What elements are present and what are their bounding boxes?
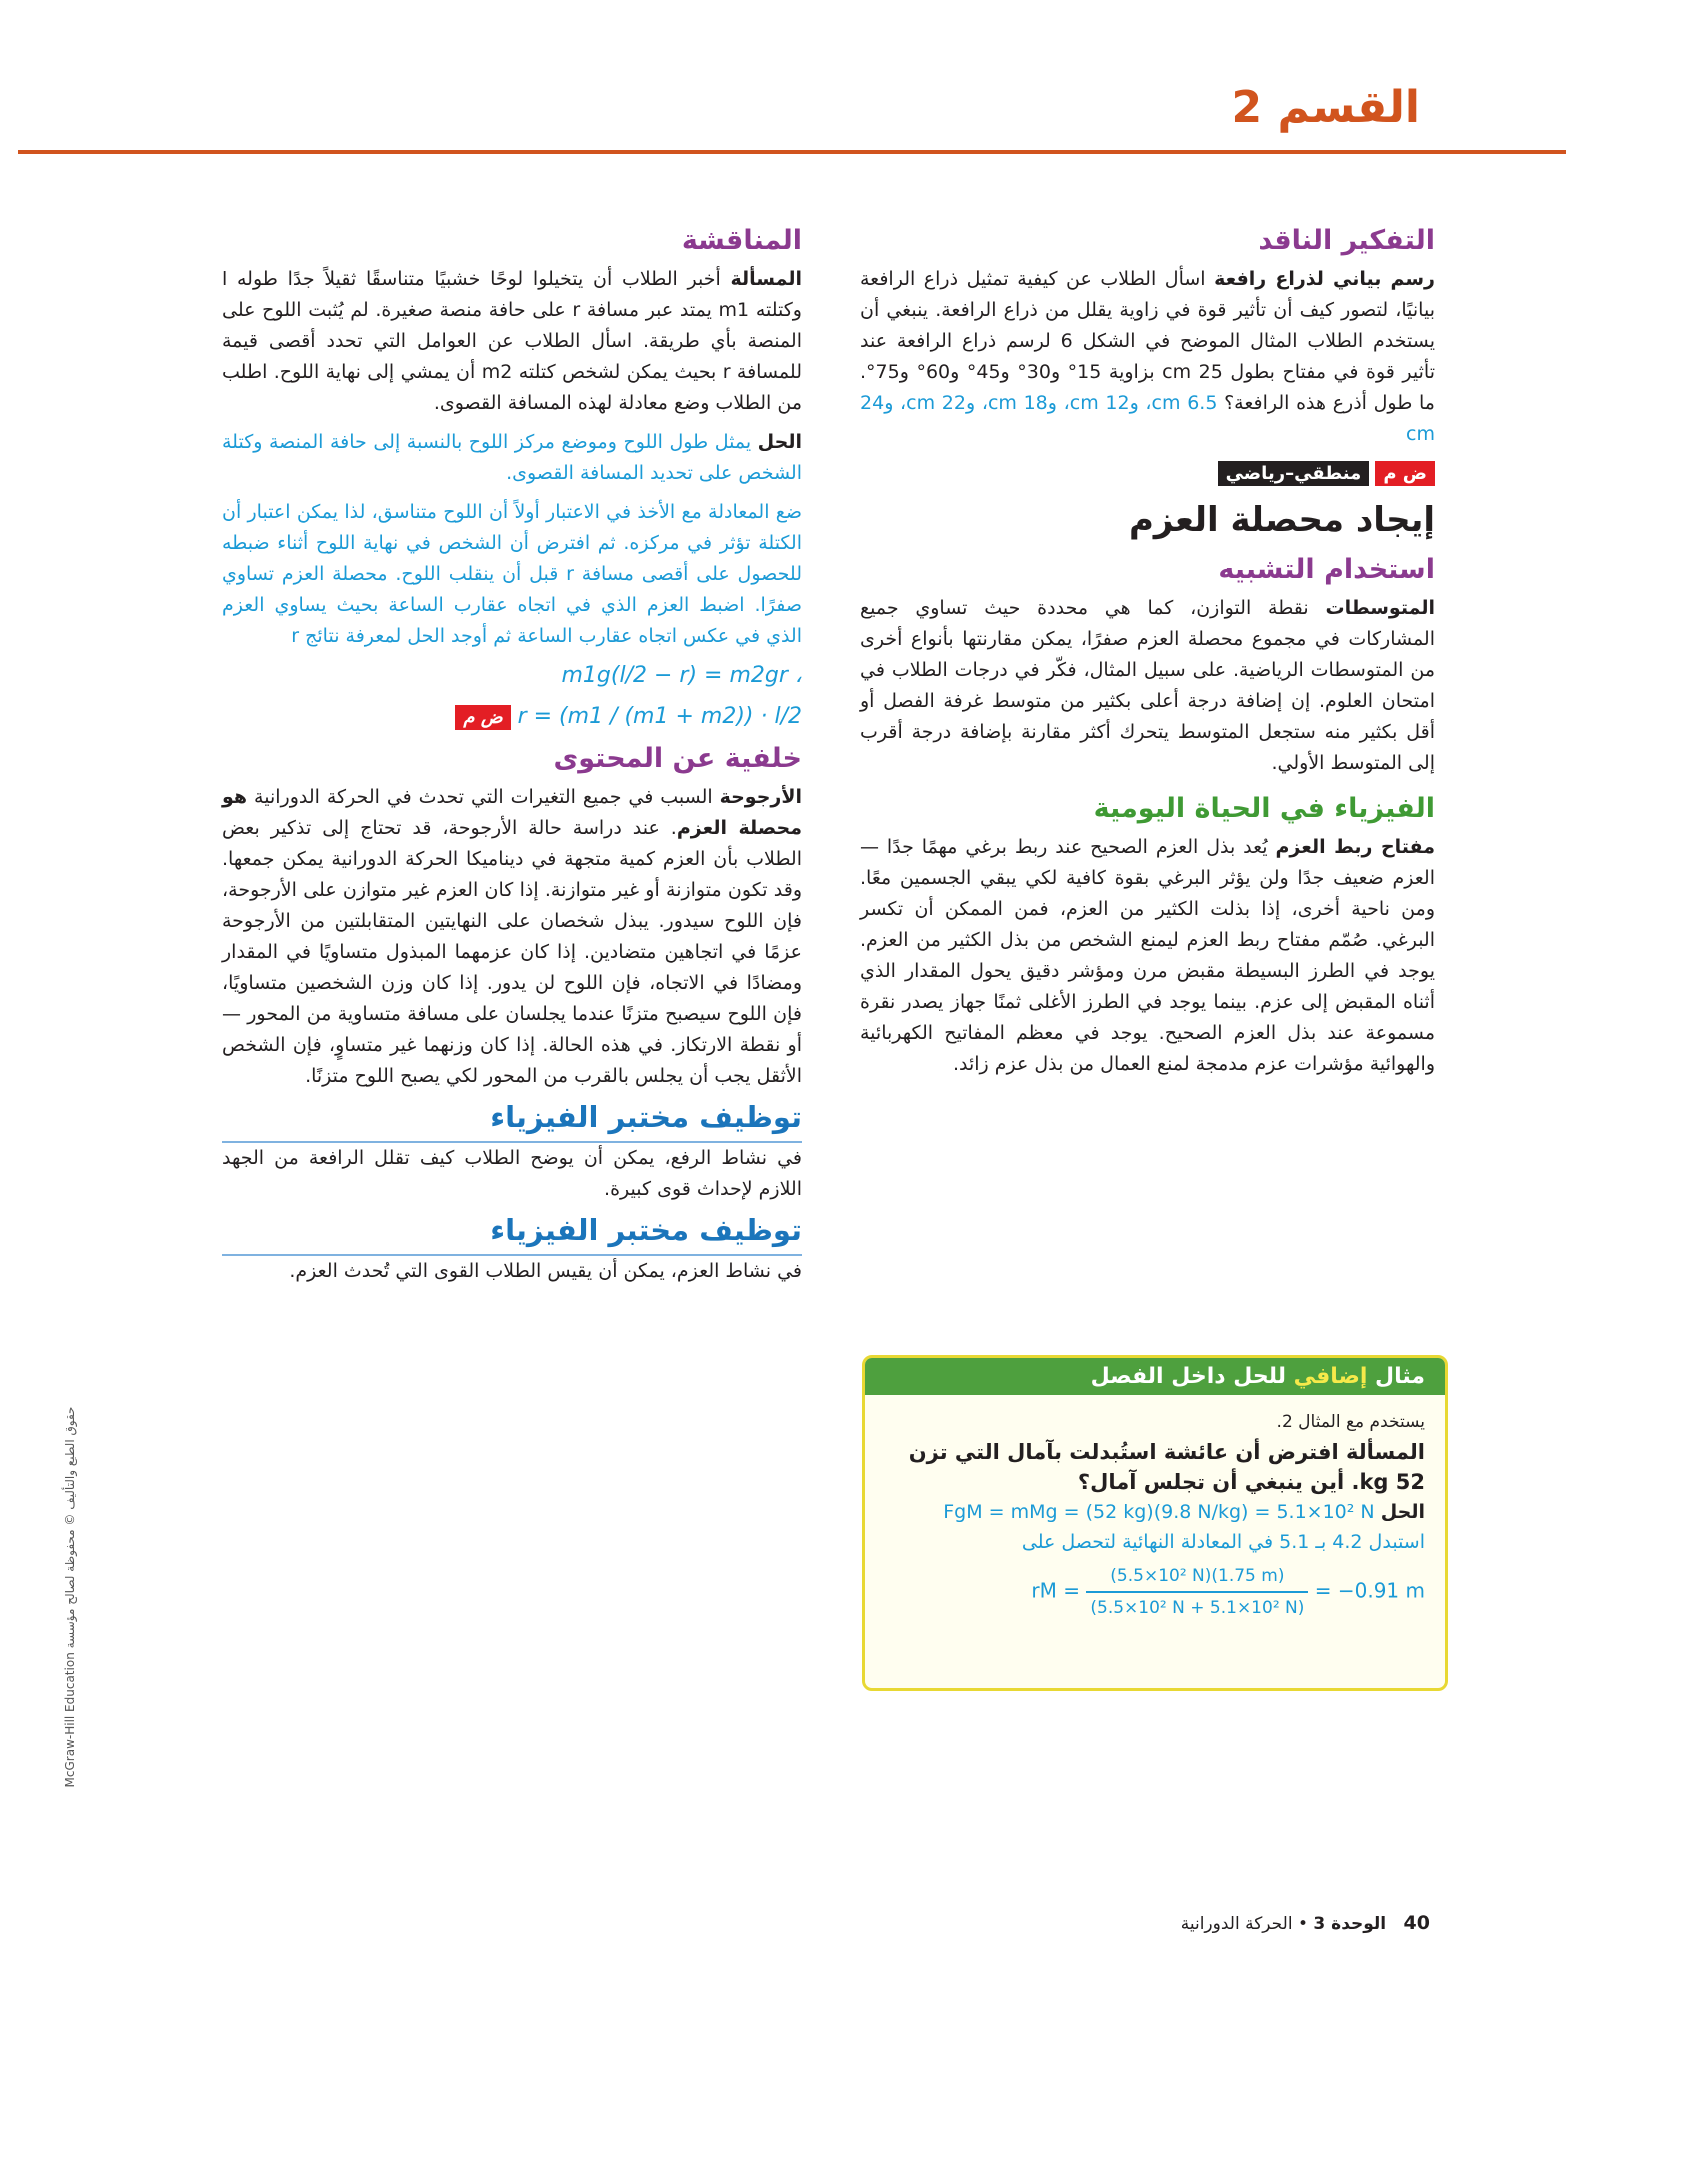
example-solution-eq: FgM = mMg = (52 kg)(9.8 N/kg) = 5.1×10² N (943, 1501, 1375, 1523)
final-lhs: rM = (1031, 1578, 1081, 1603)
tag-red: ض م (1375, 461, 1435, 486)
tag-logical-math: منطقي–رياضي (1218, 461, 1370, 486)
content-background-bold2: هو محصلة العزم (222, 786, 802, 839)
content-background-mid: السبب في جميع التغيرات التي تحدث في الحركة الدورانية (254, 786, 713, 808)
discussion-problem-text: أخبر الطلاب أن يتخيلوا لوحًا خشبيًا متناسقًا ثقيلاً جدًا طوله l وكتلته m1 يمتد عبر مسافة r على حافة منصة صغيرة. لم يُثبت اللوح على المنصة بأي طريقة. اسأل الطلاب عن العوامل التي تحدد أقصى قيمة للمسافة r بحيث يمكن لشخص كتلته m2 أن يمشي إلى نهاية اللوح. اطلب من الطلاب وضع معادلة لهذه المسافة القصوى. (222, 268, 802, 414)
analogy-paragraph (860, 593, 1435, 779)
discussion-problem (222, 264, 802, 419)
footer-chapter: الحركة الدورانية (1180, 1914, 1293, 1934)
critical-thinking-heading: التفكير الناقد (1258, 225, 1435, 256)
discussion-solution-lead: الحل (757, 431, 802, 453)
example-solution-text: استبدل 4.2 بـ 5.1 في المعادلة النهائية لتحصل على (1021, 1531, 1425, 1553)
critical-thinking-lead: رسم بياني لذراع رافعة (1214, 268, 1435, 290)
section-title: القسم 2 (1231, 82, 1420, 133)
physics-lab-heading-1: توظيف مختبر الفيزياء (222, 1102, 802, 1143)
discussion-solution-text2: ضع المعادلة مع الأخذ في الاعتبار أولاً أن اللوح متناسق، لذا يمكن اعتبار أن الكتلة تؤثر في مركزه. ثم افترض أن الشخص في نهاية اللوح أثناء ضبطه للحصول على أقصى مسافة r قبل أن ينقلب اللوح. محصلة العزم تساوي صفرًا. اضبط العزم الذي في اتجاه عقارب الساعة بحيث يساوي العزم الذي في عكس اتجاه عقارب الساعة ثم أوجد الحل لمعرفة نتائج r (222, 501, 802, 647)
footer-separator: • (1297, 1914, 1308, 1934)
equation-2-text: r = (m1 / (m1 + m2)) · l/2 (517, 704, 802, 729)
final-rhs: = −0.91 m (1314, 1578, 1425, 1603)
final-numerator: (5.5×10² N)(1.75 m) (1086, 1561, 1308, 1593)
equation-1-text: m1g(l/2 − r) = m2gr ، (561, 663, 802, 688)
example-title-yellow: إضافي (1293, 1364, 1368, 1389)
example-title-white: مثال (1375, 1364, 1425, 1389)
example-title-rest: للحل داخل الفصل (1090, 1364, 1286, 1389)
equation-tag-red: ض م (455, 705, 510, 730)
header-rule (18, 150, 1566, 154)
everyday-physics-paragraph (860, 832, 1435, 1080)
example-box-body (865, 1395, 1445, 1635)
footer-unit: الوحدة 3 (1313, 1914, 1387, 1934)
analogy-lead: المتوسطات (1325, 597, 1435, 619)
additional-example-box (862, 1355, 1448, 1691)
content-background-text: . عند دراسة حالة الأرجوحة، قد تحتاج إلى تذكير بعض الطلاب بأن العزم كمية متجهة في ديناميكا الحركة الدورانية يمكن جمعها. وقد تكون متوازنة أو غير متوازنة. إذا كان العزم غير متوازن على الأرجوحة، فإن اللوح سيدور. يبذل شخصان على النهايتين المتقابلتين من الأرجوحة عزمًا في اتجاهين متضادين. إذا كان عزمهما المبذول متساويًا في المقدار ومضادًا في الاتجاه، فإن اللوح لن يدور. إذا كان وزن الشخصين متساويًا، فإن اللوح سيصبح متزنًا عندما يجلسان على مسافة متساوية من المحور — أو نقطة الارتكاز. في هذه الحالة. إذا كان وزنهما غير متساوٍ، فإن الشخص الأثقل يجب أن يجلس بالقرب من المحور لكي يصبح اللوح متزنًا. (222, 817, 802, 1087)
copyright-vertical: حقوق الطبع والتأليف © محفوظة لصالح مؤسسة McGraw-Hill Education (63, 1406, 77, 1788)
analogy-heading: استخدام التشبيه (1218, 554, 1435, 585)
physics-lab-heading-2: توظيف مختبر الفيزياء (222, 1215, 802, 1256)
analogy-text: نقطة التوازن، كما هي محددة حيث تساوي جميع المشاركات في مجموع محصلة العزم صفرًا، يمكن مقارنتها بأنواع أخرى من المتوسطات الرياضية. على سبيل المثال، فكّر في درجات الطلاب في امتحان العلوم. إن إضافة درجة أعلى بكثير من متوسط غرفة الفصل أو أقل بكثير منه ستجعل المتوسط يتحرك أكثر مقارنة بإضافة درجة أقرب إلى المتوسط الأولي. (860, 597, 1435, 774)
example-final-equation (885, 1561, 1425, 1623)
example-intro: يستخدم مع المثال 2. (1276, 1412, 1425, 1432)
discussion-solution-text: يمثل طول اللوح وموضع مركز اللوح بالنسبة إلى حافة المنصة وكتلة الشخص على تحديد المسافة القصوى. (222, 431, 802, 484)
right-column (860, 225, 1435, 1088)
equation-1 (222, 660, 802, 691)
skill-tags (860, 458, 1435, 489)
page-number: 40 (1403, 1912, 1430, 1934)
content-background-paragraph (222, 782, 802, 1092)
example-box-header (865, 1358, 1445, 1395)
physics-lab-text-1: في نشاط الرفع، يمكن أن يوضح الطلاب كيف تقلل الرافعة من الجهد اللازم لإحداث قوى كبيرة. (222, 1147, 802, 1200)
example-problem (885, 1437, 1425, 1497)
everyday-physics-text: يُعد بذل العزم الصحيح عند ربط برغي مهمًا جدًا — العزم ضعيف جدًا ولن يؤثر البرغي بقوة كافية لكي يبقي الجسمين معًا. ومن ناحية أخرى، إذا بذلت الكثير من العزم، فمن الممكن أن تكسر البرغي. صُمّم مفتاح ربط العزم ليمنع الشخص من بذل الكثير من العزم. يوجد في الطرز البسيطة مقبض مرن ومؤشر دقيق يحول المقدار الذي أثناه المقبض إلى عزم. بينما يوجد في الطرز الأغلى ثمنًا جهاز يصدر نقرة مسموعة عند بذل العزم الصحيح. يوجد في معظم المفاتيح الكهربائية والهوائية مؤشرات عزم مدمجة لمنع العمال من بذل عزم زائد. (860, 836, 1435, 1075)
discussion-heading: المناقشة (681, 225, 802, 256)
example-problem-text: افترض أن عائشة استُبدلت بآمال التي تزن 52 kg. أين ينبغي أن تجلس آمال؟ (908, 1440, 1425, 1494)
discussion-solution (222, 427, 802, 489)
example-solution-label: الحل (1380, 1501, 1425, 1523)
everyday-physics-heading: الفيزياء في الحياة اليومية (1093, 793, 1435, 824)
example-solution (885, 1497, 1425, 1557)
discussion-problem-lead: المسألة (730, 268, 802, 290)
physics-lab-text-2: في نشاط العزم، يمكن أن يقيس الطلاب القوى التي تُحدث العزم. (289, 1260, 802, 1282)
critical-thinking-text: اسأل الطلاب عن كيفية تمثيل ذراع الرافعة بيانيًا، لتصور كيف أن تأثير قوة في زاوية يقلل من ذراع الرافعة. ينبغي أن يستخدم الطلاب المثال الموضح في الشكل 6 لرسم ذراع الرافعة عند تأثير قوة في مفتاح بطول 25 cm بزاوية 15° و30° و45° و60° و75°. ما طول أذرع هذه الرافعة؟ (860, 268, 1435, 414)
content-background-heading: خلفية عن المحتوى (553, 743, 802, 774)
main-heading: إيجاد محصلة العزم (1128, 500, 1435, 540)
critical-thinking-answer: 6.5 cm، و12 cm، و18 cm، و22 cm، و24 cm (860, 392, 1435, 445)
example-problem-label: المسألة (1345, 1440, 1425, 1464)
critical-thinking-paragraph (860, 264, 1435, 450)
page-footer (1181, 1912, 1430, 1934)
final-fraction (1086, 1561, 1308, 1623)
final-denominator: (5.5×10² N + 5.1×10² N) (1090, 1598, 1305, 1618)
left-column (222, 225, 802, 1295)
everyday-physics-lead: مفتاح ربط العزم (1275, 836, 1435, 858)
equation-2 (222, 701, 802, 733)
content-background-lead: الأرجوحة (719, 786, 802, 808)
